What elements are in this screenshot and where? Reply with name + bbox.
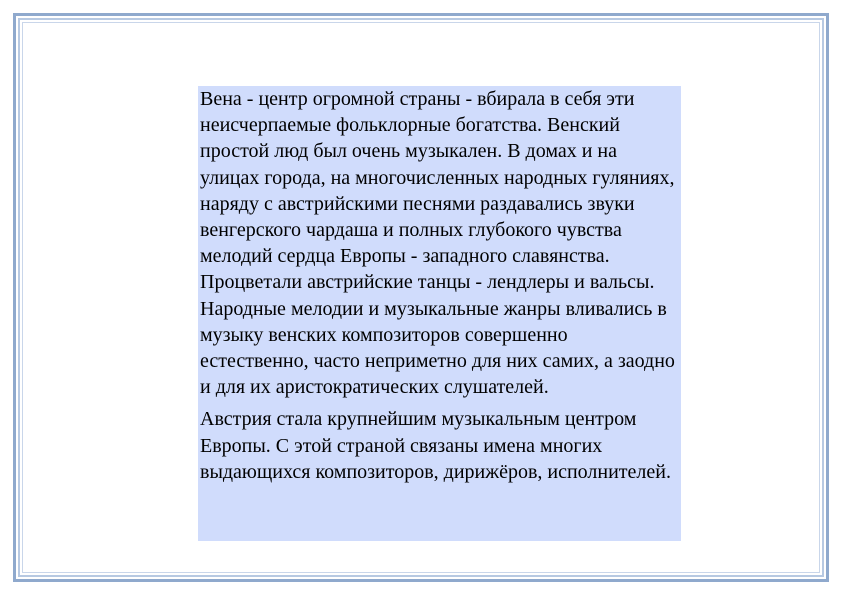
paragraph-vienna: Вена - центр огромной страны - вбирала в себя эти неисчерпаемые фольклорные богатства. Венский простой люд был очень музыкален. В домах и на улицах города, на многочисленных народных гуляниях, наряду с австрийскими песнями раздавались звуки венгерского чардаша и полных глубокого чувства мелодий сердца Европы - западного славянства. Процветали австрийские танцы - лендлеры и вальсы. Народные мелодии и музыкальные жанры вливались в музыку венских композиторов совершенно естественно, часто неприметно для них самих, а заодно и для их аристократических слушателей. <box>200 88 675 399</box>
text-box <box>198 86 681 541</box>
paragraph-austria: Австрия стала крупнейшим музыкальным центром Европы. С этой страной связаны имена многих выдающихся композиторов, дирижёров, исполнителей. <box>200 408 671 483</box>
